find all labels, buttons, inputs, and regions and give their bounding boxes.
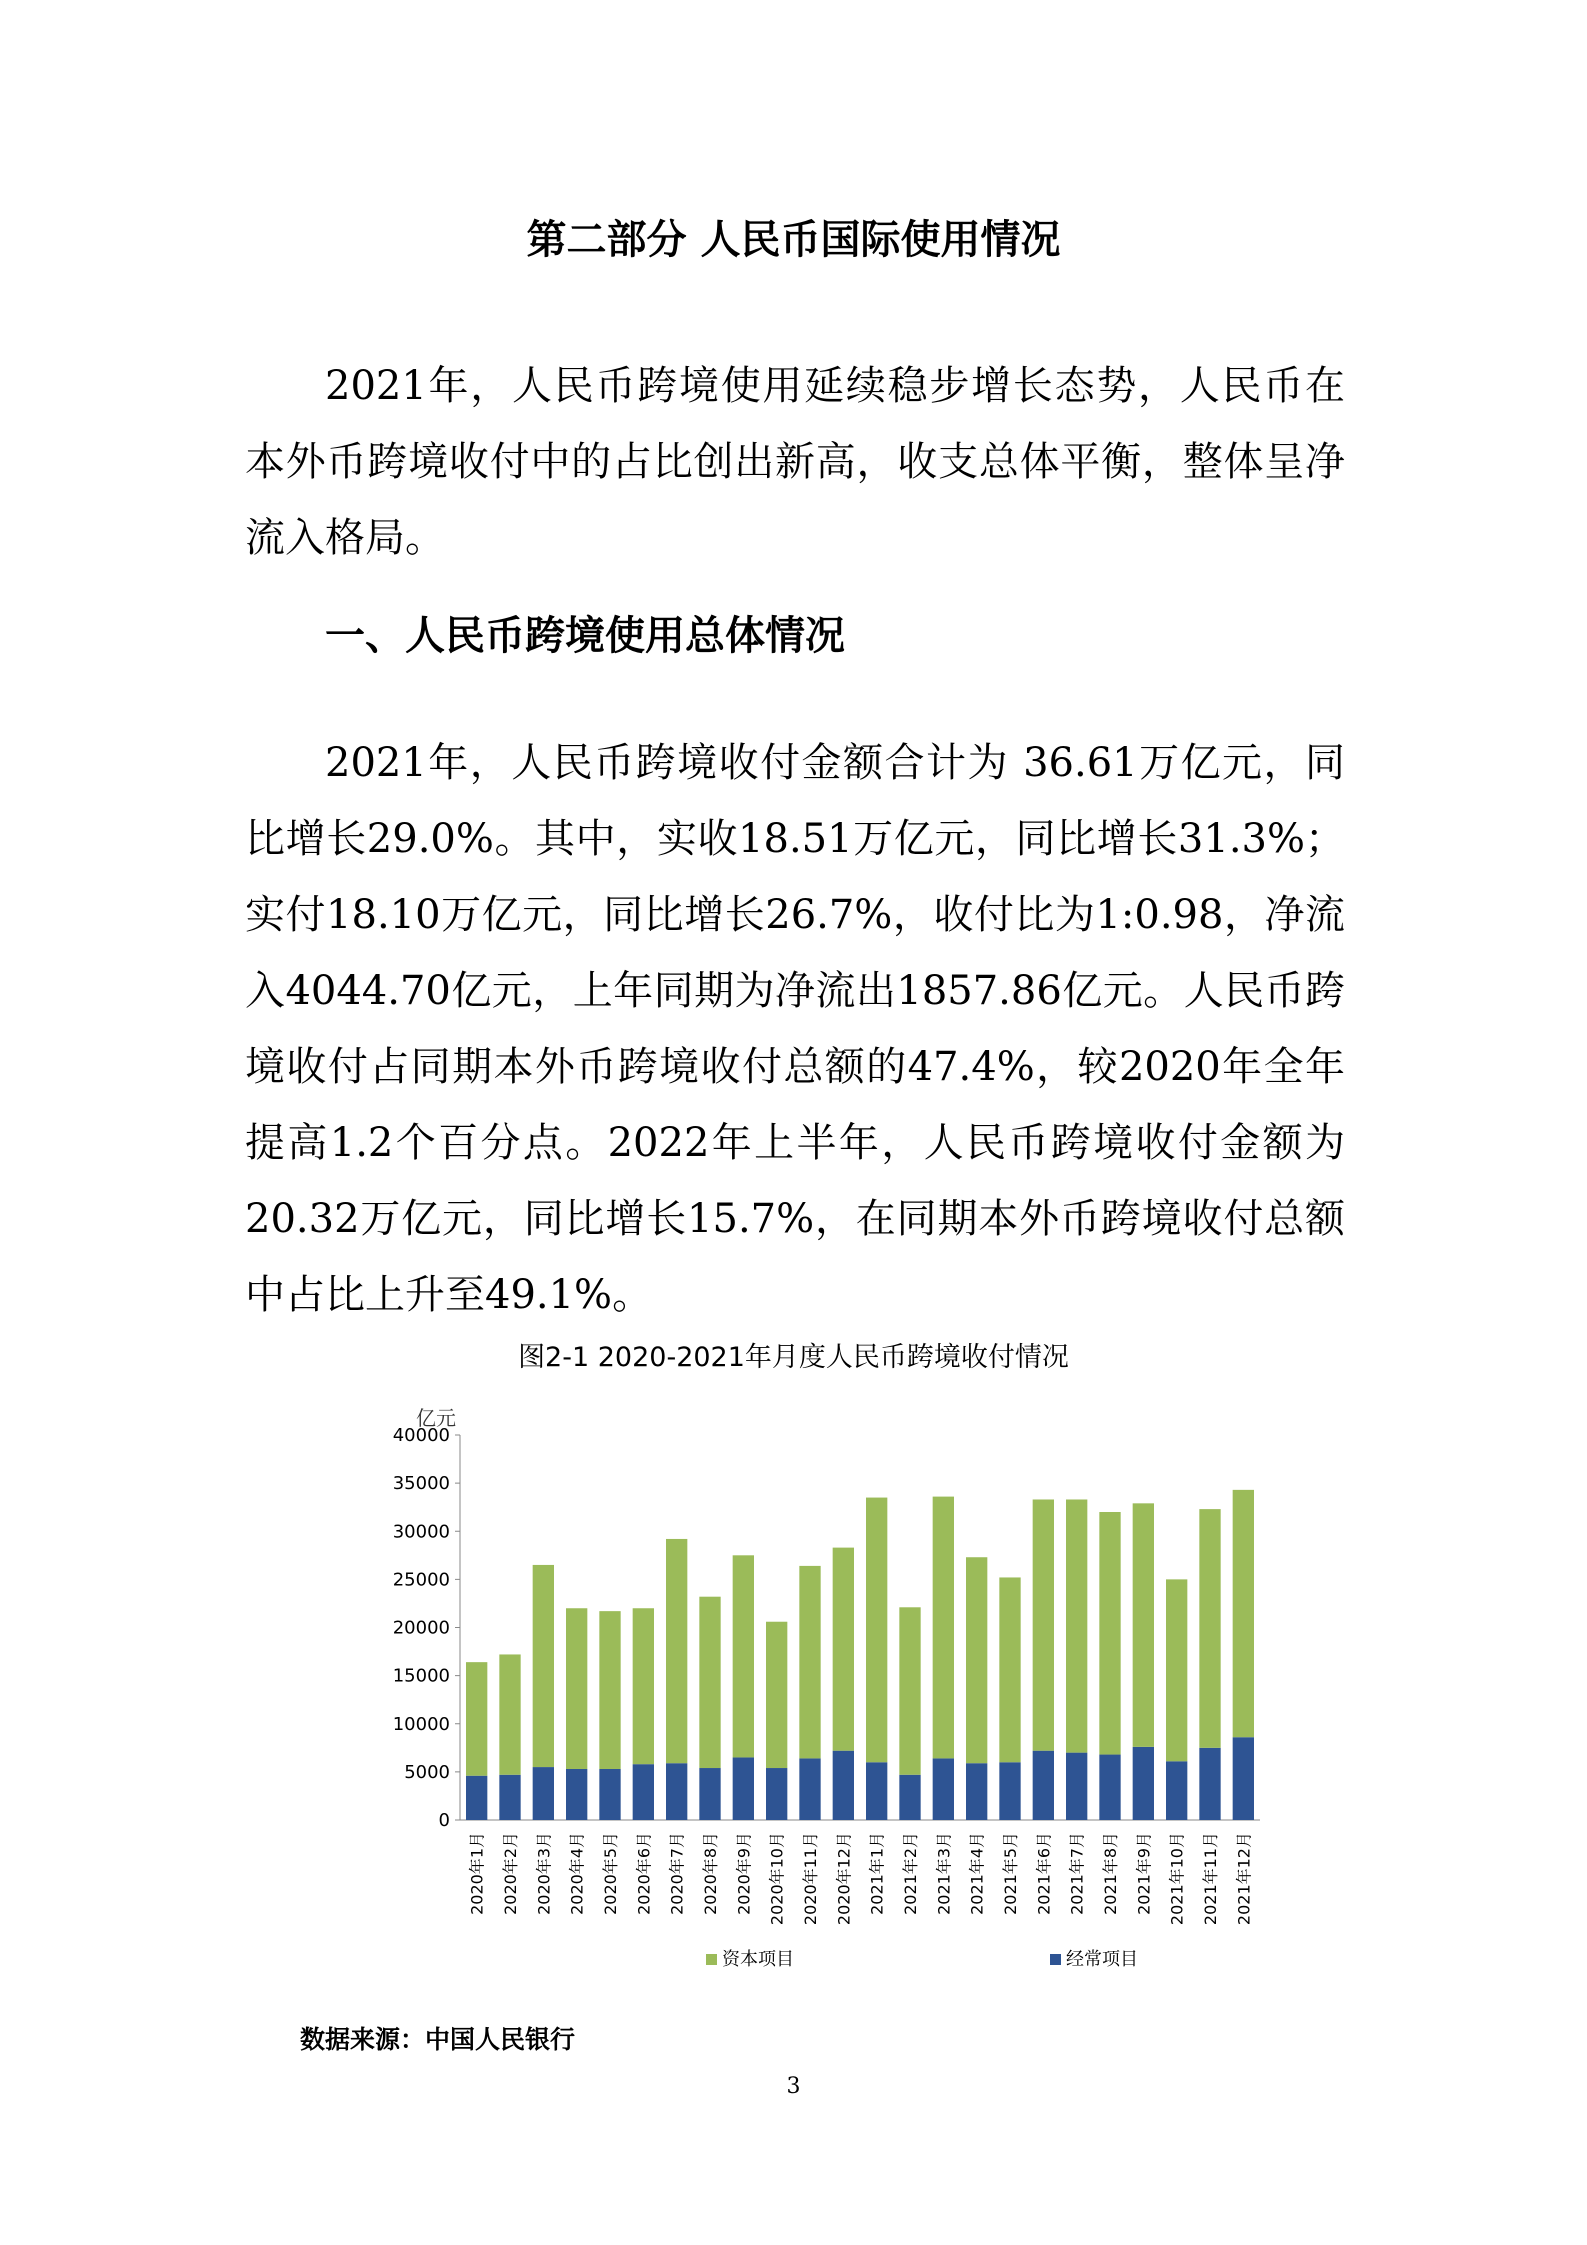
bar-capital-account — [833, 1548, 854, 1751]
x-tick-label: 2020年5月 — [601, 1832, 620, 1915]
bar-current-account — [499, 1775, 520, 1820]
bar-current-account — [666, 1763, 687, 1820]
bar-capital-account — [966, 1557, 987, 1763]
bar-capital-account — [799, 1566, 820, 1759]
bar-current-account — [966, 1763, 987, 1820]
bar-capital-account — [533, 1565, 554, 1767]
bar-capital-account — [866, 1498, 887, 1763]
y-tick-label: 5000 — [404, 1761, 450, 1783]
bar-capital-account — [699, 1597, 720, 1768]
bar-current-account — [633, 1764, 654, 1820]
bar-current-account — [1133, 1747, 1154, 1820]
x-tick-label: 2021年4月 — [967, 1832, 987, 1915]
x-tick-label: 2020年7月 — [667, 1832, 687, 1915]
bar-capital-account — [566, 1608, 587, 1769]
x-tick-label: 2021年12月 — [1234, 1832, 1254, 1926]
stacked-bar-chart — [380, 1405, 1260, 2005]
bar-capital-account — [899, 1607, 920, 1774]
x-tick-label: 2020年1月 — [467, 1832, 487, 1915]
bar-current-account — [599, 1769, 620, 1820]
bar-current-account — [1233, 1737, 1254, 1820]
legend-swatch-current — [1050, 1954, 1061, 1965]
bar-current-account — [1033, 1751, 1054, 1820]
bar-current-account — [1099, 1755, 1120, 1820]
bar-current-account — [1066, 1753, 1087, 1820]
legend-label-capital: 资本项目 — [722, 1949, 794, 1970]
bar-current-account — [933, 1758, 954, 1820]
x-tick-label: 2020年2月 — [501, 1832, 520, 1915]
section-heading: 一、人民币跨境使用总体情况 — [325, 613, 845, 659]
bar-current-account — [799, 1758, 820, 1820]
bar-capital-account — [1099, 1512, 1120, 1755]
bar-capital-account — [1166, 1579, 1187, 1761]
x-tick-label: 2020年10月 — [767, 1832, 787, 1926]
y-tick-label: 30000 — [392, 1521, 450, 1543]
x-tick-label: 2021年5月 — [1001, 1832, 1020, 1915]
body-paragraph: 2021年，人民币跨境收付金额合计为 36.61万亿元，同比增长29.0%。其中，实收18.51万亿元，同比增长31.3%；实付18.10万亿元，同比增长26.7%，收付比为1:0.98，净流入4044.70亿元，上年同期为净流出1857.86亿元。人民币跨境收付占同期本外币跨境收付总额的47.4%，较2020年全年提高1.2个百分点。2022年上半年，人民币跨境收付金额为20.32万亿元，同比增长15.7%，在同期本外币跨境收付总额中占比上升至49.1%。 — [245, 740, 1345, 1318]
bar-current-account — [1166, 1761, 1187, 1820]
x-tick-label: 2021年10月 — [1167, 1832, 1187, 1926]
data-source: 数据来源：中国人民银行 — [300, 2025, 576, 2054]
x-tick-label: 2021年6月 — [1034, 1832, 1054, 1915]
x-tick-label: 2020年12月 — [834, 1832, 854, 1926]
bar-capital-account — [1233, 1490, 1254, 1737]
bar-capital-account — [599, 1611, 620, 1769]
bar-capital-account — [633, 1608, 654, 1764]
x-tick-label: 2020年8月 — [701, 1832, 720, 1915]
bar-capital-account — [1033, 1499, 1054, 1750]
legend-swatch-capital — [706, 1954, 717, 1965]
bar-current-account — [733, 1757, 754, 1820]
bar-capital-account — [999, 1577, 1020, 1762]
page-title: 第二部分 人民币国际使用情况 — [526, 217, 1061, 263]
x-tick-label: 2020年4月 — [567, 1832, 587, 1915]
y-tick-label: 40000 — [392, 1425, 450, 1446]
legend-label-current: 经常项目 — [1066, 1949, 1138, 1970]
bar-current-account — [566, 1769, 587, 1820]
x-tick-label: 2021年1月 — [867, 1832, 887, 1915]
bar-capital-account — [666, 1539, 687, 1763]
y-tick-label: 35000 — [392, 1473, 450, 1495]
bar-capital-account — [1133, 1503, 1154, 1747]
bar-capital-account — [499, 1654, 520, 1774]
x-tick-label: 2020年11月 — [801, 1832, 820, 1926]
bar-capital-account — [1199, 1509, 1220, 1748]
bar-current-account — [833, 1751, 854, 1820]
bar-current-account — [899, 1775, 920, 1820]
bar-capital-account — [933, 1497, 954, 1759]
x-tick-label: 2021年7月 — [1067, 1832, 1087, 1915]
page-number: 3 — [786, 2074, 801, 2099]
intro-paragraph: 2021年，人民币跨境使用延续稳步增长态势，人民币在本外币跨境收付中的占比创出新高，收支总体平衡，整体呈净流入格局。 — [245, 363, 1345, 561]
x-tick-label: 2021年8月 — [1101, 1832, 1120, 1915]
y-tick-label: 0 — [438, 1810, 450, 1831]
bar-current-account — [1199, 1748, 1220, 1820]
x-tick-label: 2020年9月 — [734, 1832, 754, 1915]
x-tick-label: 2021年2月 — [901, 1832, 920, 1915]
bar-current-account — [533, 1767, 554, 1820]
bar-capital-account — [766, 1622, 787, 1768]
x-tick-label: 2021年11月 — [1201, 1832, 1220, 1926]
bar-current-account — [699, 1768, 720, 1820]
bar-current-account — [766, 1768, 787, 1820]
y-tick-label: 15000 — [392, 1665, 450, 1687]
x-tick-label: 2020年6月 — [634, 1832, 654, 1915]
x-tick-label: 2021年9月 — [1134, 1832, 1154, 1915]
y-tick-label: 20000 — [392, 1617, 450, 1639]
y-tick-label: 10000 — [392, 1713, 450, 1735]
bar-current-account — [466, 1776, 487, 1820]
y-tick-label: 25000 — [392, 1569, 450, 1591]
x-tick-label: 2021年3月 — [934, 1832, 954, 1915]
bar-capital-account — [466, 1662, 487, 1776]
bar-capital-account — [1066, 1499, 1087, 1752]
x-tick-label: 2020年3月 — [534, 1832, 554, 1915]
bar-current-account — [999, 1762, 1020, 1820]
bar-current-account — [866, 1762, 887, 1820]
figure-caption: 图2-1 2020-2021年月度人民币跨境收付情况 — [518, 1342, 1069, 1373]
y-axis-unit-label: 亿元 — [416, 1406, 456, 1430]
bar-capital-account — [733, 1555, 754, 1757]
